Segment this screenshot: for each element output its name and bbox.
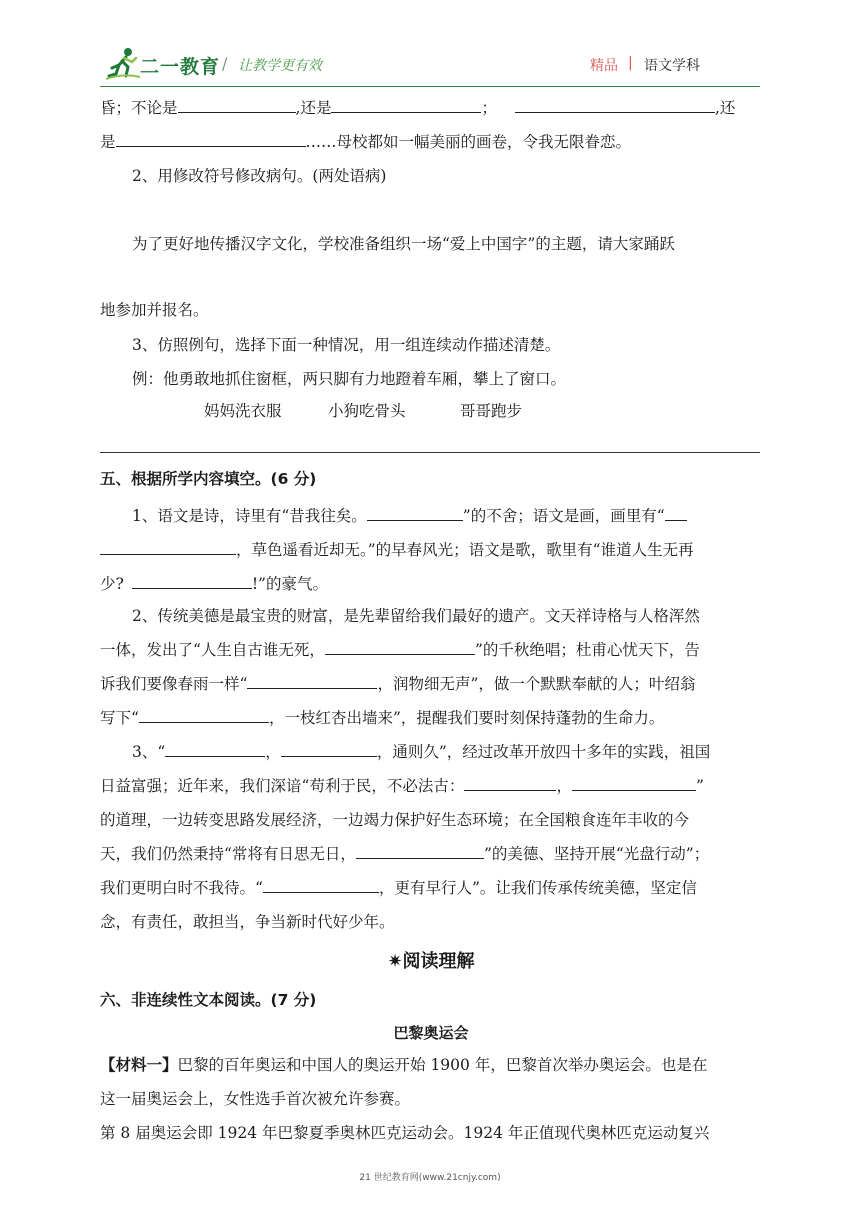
s5-p2-line-3: 诉我们要像春雨一样“ ，润物细无声”，做一个默默奉献的人；叶绍翁 [100, 675, 696, 693]
blank[interactable] [325, 640, 475, 655]
blank[interactable] [281, 742, 377, 757]
s5-p2-line-2: 一体，发出了“人生自古谁无死， ”的千秋绝唱；杜甫心忧天下，告 [100, 641, 700, 659]
s5-p3-line-3: 的道理，一边转变思路发展经济，一边竭力保护好生态环境；在全国粮食连年丰收的今 [100, 811, 690, 829]
material-1-line-3: 第 8 届奥运会即 1924 年巴黎夏季奥林匹克运动会。1924 年正值现代奥林匹克运动复兴 [100, 1124, 710, 1142]
s4-example: 例：他勇敢地抓住窗框，两只脚有力地蹬着车厢，攀上了窗口。 [132, 370, 567, 388]
blank[interactable] [331, 98, 481, 113]
blank[interactable] [139, 708, 269, 723]
section-5-title: 五、根据所学内容填空。(6 分) [100, 470, 317, 488]
blank[interactable] [464, 776, 556, 791]
option-2: 小狗吃骨头 [328, 402, 406, 420]
s5-p3-line-1: 3、“ ， ，通则久”，经过改革开放四十多年的实践，祖国 [132, 743, 711, 761]
s5-p1-line-3: 少? !”的豪气。 [100, 575, 328, 593]
header-divider: | [628, 55, 633, 71]
blank[interactable] [515, 98, 715, 113]
header-jingpin-label: 精品 [590, 58, 618, 74]
blank[interactable] [572, 776, 696, 791]
material-1-label: 【材料一】 [100, 1056, 178, 1074]
page-header [0, 0, 860, 90]
blank[interactable] [247, 674, 377, 689]
runner-logo-icon [106, 46, 140, 80]
blank[interactable] [263, 878, 379, 893]
option-3: 哥哥跑步 [460, 402, 523, 420]
s4-options [204, 400, 860, 422]
s5-p1-line-2: ，草色遥看近却无。”的早春风光；语文是歌，歌里有“谁道人生无再 [100, 539, 762, 561]
header-slogan: 让教学更有效 [238, 58, 322, 74]
blank[interactable] [356, 844, 484, 859]
s5-p2-line-1: 2、传统美德是最宝贵的财富，是先辈留给我们最好的遗产。文天祥诗格与人格浑然 [132, 607, 700, 625]
section-divider [100, 452, 760, 453]
s5-p3-line-4: 天，我们仍然秉持“常将有日思无日， ”的美德、坚持开展“光盘行动”； [100, 845, 710, 863]
blank[interactable] [132, 574, 252, 589]
s4-question-2: 2、用修改符号修改病句。(两处语病) [132, 167, 387, 185]
blank[interactable] [116, 132, 306, 147]
material-1-line-1: 【材料一】巴黎的百年奥运和中国人的奥运开始 1900 年，巴黎首次举办奥运会。也是在 [100, 1056, 708, 1074]
s5-p3-line-5: 我们更明白时不我待。“ ，更有早行人”。让我们传承传统美德，坚定信 [100, 879, 697, 897]
s4-line-2: 是 ……母校都如一幅美丽的画卷，令我无限眷恋。 [100, 133, 632, 151]
header-subject-label: 语文学科 [644, 58, 700, 74]
blank[interactable] [178, 98, 296, 113]
blank[interactable] [367, 506, 463, 521]
page-footer: 21 世纪教育网(www.21cnjy.com) [359, 1173, 501, 1183]
header-rule [100, 86, 760, 87]
blank[interactable] [165, 742, 265, 757]
s5-p3-line-2: 日益富强；近年来，我们深谙“苟利于民，不必法古： ， ” [100, 777, 704, 795]
article-title: 巴黎奥运会 [393, 1024, 469, 1042]
s4-sentence-line-2: 地参加并报名。 [100, 301, 209, 319]
option-1: 妈妈洗衣服 [204, 402, 282, 420]
header-slash: / [222, 54, 228, 73]
s4-question-3: 3、仿照例句，选择下面一种情况，用一组连续动作描述清楚。 [132, 336, 561, 354]
s5-p1-line-1: 1、语文是诗，诗里有“昔我往矣。 ”的不舍；语文是画，画里有“ [132, 505, 794, 527]
s4-line-1: 昏；不论是 ,还是 ； ,还 [100, 99, 736, 117]
blank[interactable] [100, 540, 236, 555]
section-6-title: 六、非连续性文本阅读。(7 分) [100, 991, 317, 1009]
logo-text: 二一教育 [140, 56, 221, 78]
s5-p2-line-4: 写下“ ，一枝红杏出墙来”，提醒我们要时刻保持蓬勃的生命力。 [100, 709, 665, 727]
reading-heading: ✷阅读理解 [387, 951, 475, 972]
s5-p3-line-6: 念，有责任，敢担当，争当新时代好少年。 [100, 913, 395, 931]
blank[interactable] [665, 506, 687, 521]
material-1-line-2: 这一届奥运会上，女性选手首次被允许参赛。 [100, 1090, 411, 1108]
s4-sentence-line-1: 为了更好地传播汉字文化，学校准备组织一场“爱上中国字”的主题，请大家踊跃 [132, 235, 675, 253]
